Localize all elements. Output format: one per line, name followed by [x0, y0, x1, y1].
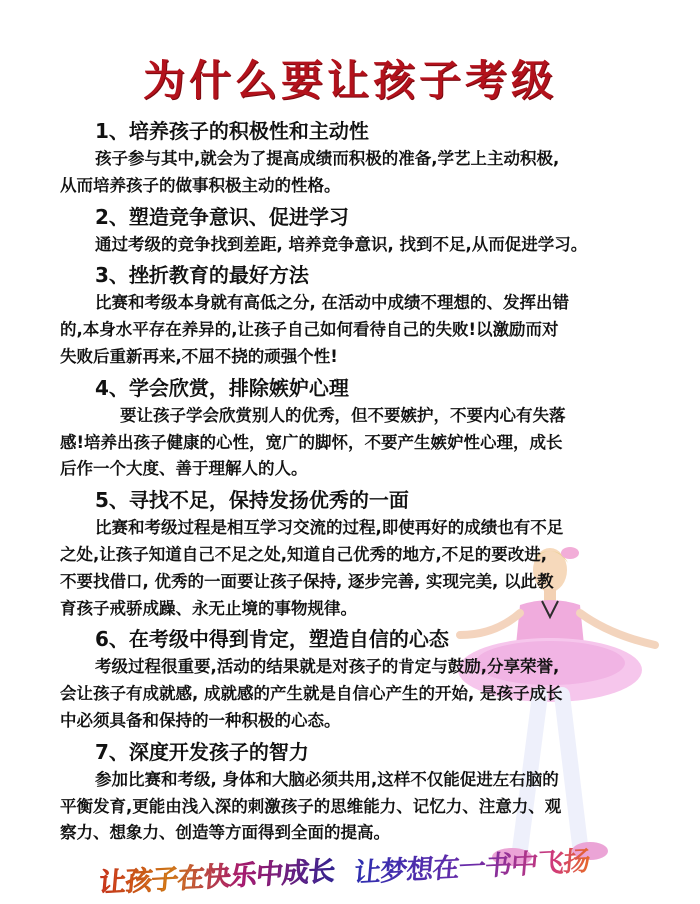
reason-text-line: 失败后重新再来,不屈不挠的顽强个性! [60, 346, 338, 366]
reason-text-line: 中必须具备和保持的一种积极的心态。 [60, 710, 341, 730]
reason-text-line: 要让孩子学会欣赏别人的优秀，但不要嫉护，不要内心有失落 [120, 405, 566, 425]
reason-text-line: 察力、想象力、创造等方面得到全面的提高。 [60, 823, 390, 843]
reason-heading: 7、深度开发孩子的智力 [95, 739, 309, 764]
reason-heading: 3、挫折教育的最好方法 [95, 263, 309, 288]
reason-text-line: 之处,让孩子知道自己不足之处,知道自己优秀的地方,不足的要改进, [60, 544, 548, 564]
reason-text-line: 孩子参与其中,就会为了提高成绩而积极的准备,学艺上主动积极, [95, 149, 560, 168]
reason-2 [60, 202, 650, 259]
slogan-right: 让梦想在一书中飞扬 [353, 839, 592, 890]
reason-heading: 2、塑造竞争意识、促进学习 [95, 204, 349, 229]
reason-text-line: 考级过程很重要,活动的结果就是对孩子的肯定与鼓励,分享荣誉, [95, 657, 560, 677]
reason-6 [60, 624, 650, 734]
reason-text-line: 不要找借口, 优秀的一面要让孩子保持, 逐步完善, 实现完美, 以此教 [60, 571, 554, 591]
reason-text-line: 会让孩子有成就感, 成就感的产生就是自信心产生的开始, 是孩子成长 [60, 684, 563, 704]
reason-text-line: 通过考级的竞争找到差距, 培养竞争意识, 找到不足,从而促进学习。 [95, 234, 588, 254]
reason-text-line: 比赛和考级过程是相互学习交流的过程,即使再好的成绩也有不足 [95, 518, 564, 538]
reason-text-line: 感!培养出孩子健康的心性，宽广的脚怀，不要产生嫉妒性心理，成长 [60, 432, 563, 452]
reason-text-line: 从而培养孩子的做事积极主动的性格。 [60, 175, 341, 195]
poster-title: 为什么要让孩子考级 [142, 56, 557, 105]
reason-heading: 4、学会欣赏，排除嫉妒心理 [95, 375, 349, 400]
reason-text-line: 参加比赛和考级, 身体和大脑必须共用,这样不仅能促进左右脑的 [95, 769, 559, 789]
reason-heading: 5、寻找不足，保持发扬优秀的一面 [95, 488, 409, 513]
reason-text-line: 平衡发育,更能由浅入深的刺激孩子的思维能力、记忆力、注意力、观 [60, 796, 562, 816]
reason-text-line: 的,本身水平存在养异的,让孩子自己如何看待自己的失败!以激励而对 [60, 320, 559, 340]
reason-7 [60, 737, 650, 847]
reason-3 [60, 260, 650, 370]
reason-heading: 1、培养孩子的积极性和主动性 [95, 119, 369, 143]
reason-heading: 6、在考级中得到肯定，塑造自信的心态 [95, 627, 449, 652]
reasons-list [60, 116, 650, 849]
reason-1 [60, 116, 650, 200]
reason-4 [60, 373, 650, 483]
reason-text-line: 比赛和考级本身就有高低之分, 在活动中成绩不理想的、发挥出错 [95, 293, 570, 313]
slogan-left: 让孩子在快乐中成长 [98, 849, 337, 900]
slogan-banner [97, 845, 620, 900]
reason-text-line: 后作一个大度、善于理解人的人。 [60, 459, 308, 479]
reason-5 [60, 485, 650, 622]
reason-text-line: 育孩子戒骄成躁、永无止境的事物规律。 [60, 598, 357, 618]
